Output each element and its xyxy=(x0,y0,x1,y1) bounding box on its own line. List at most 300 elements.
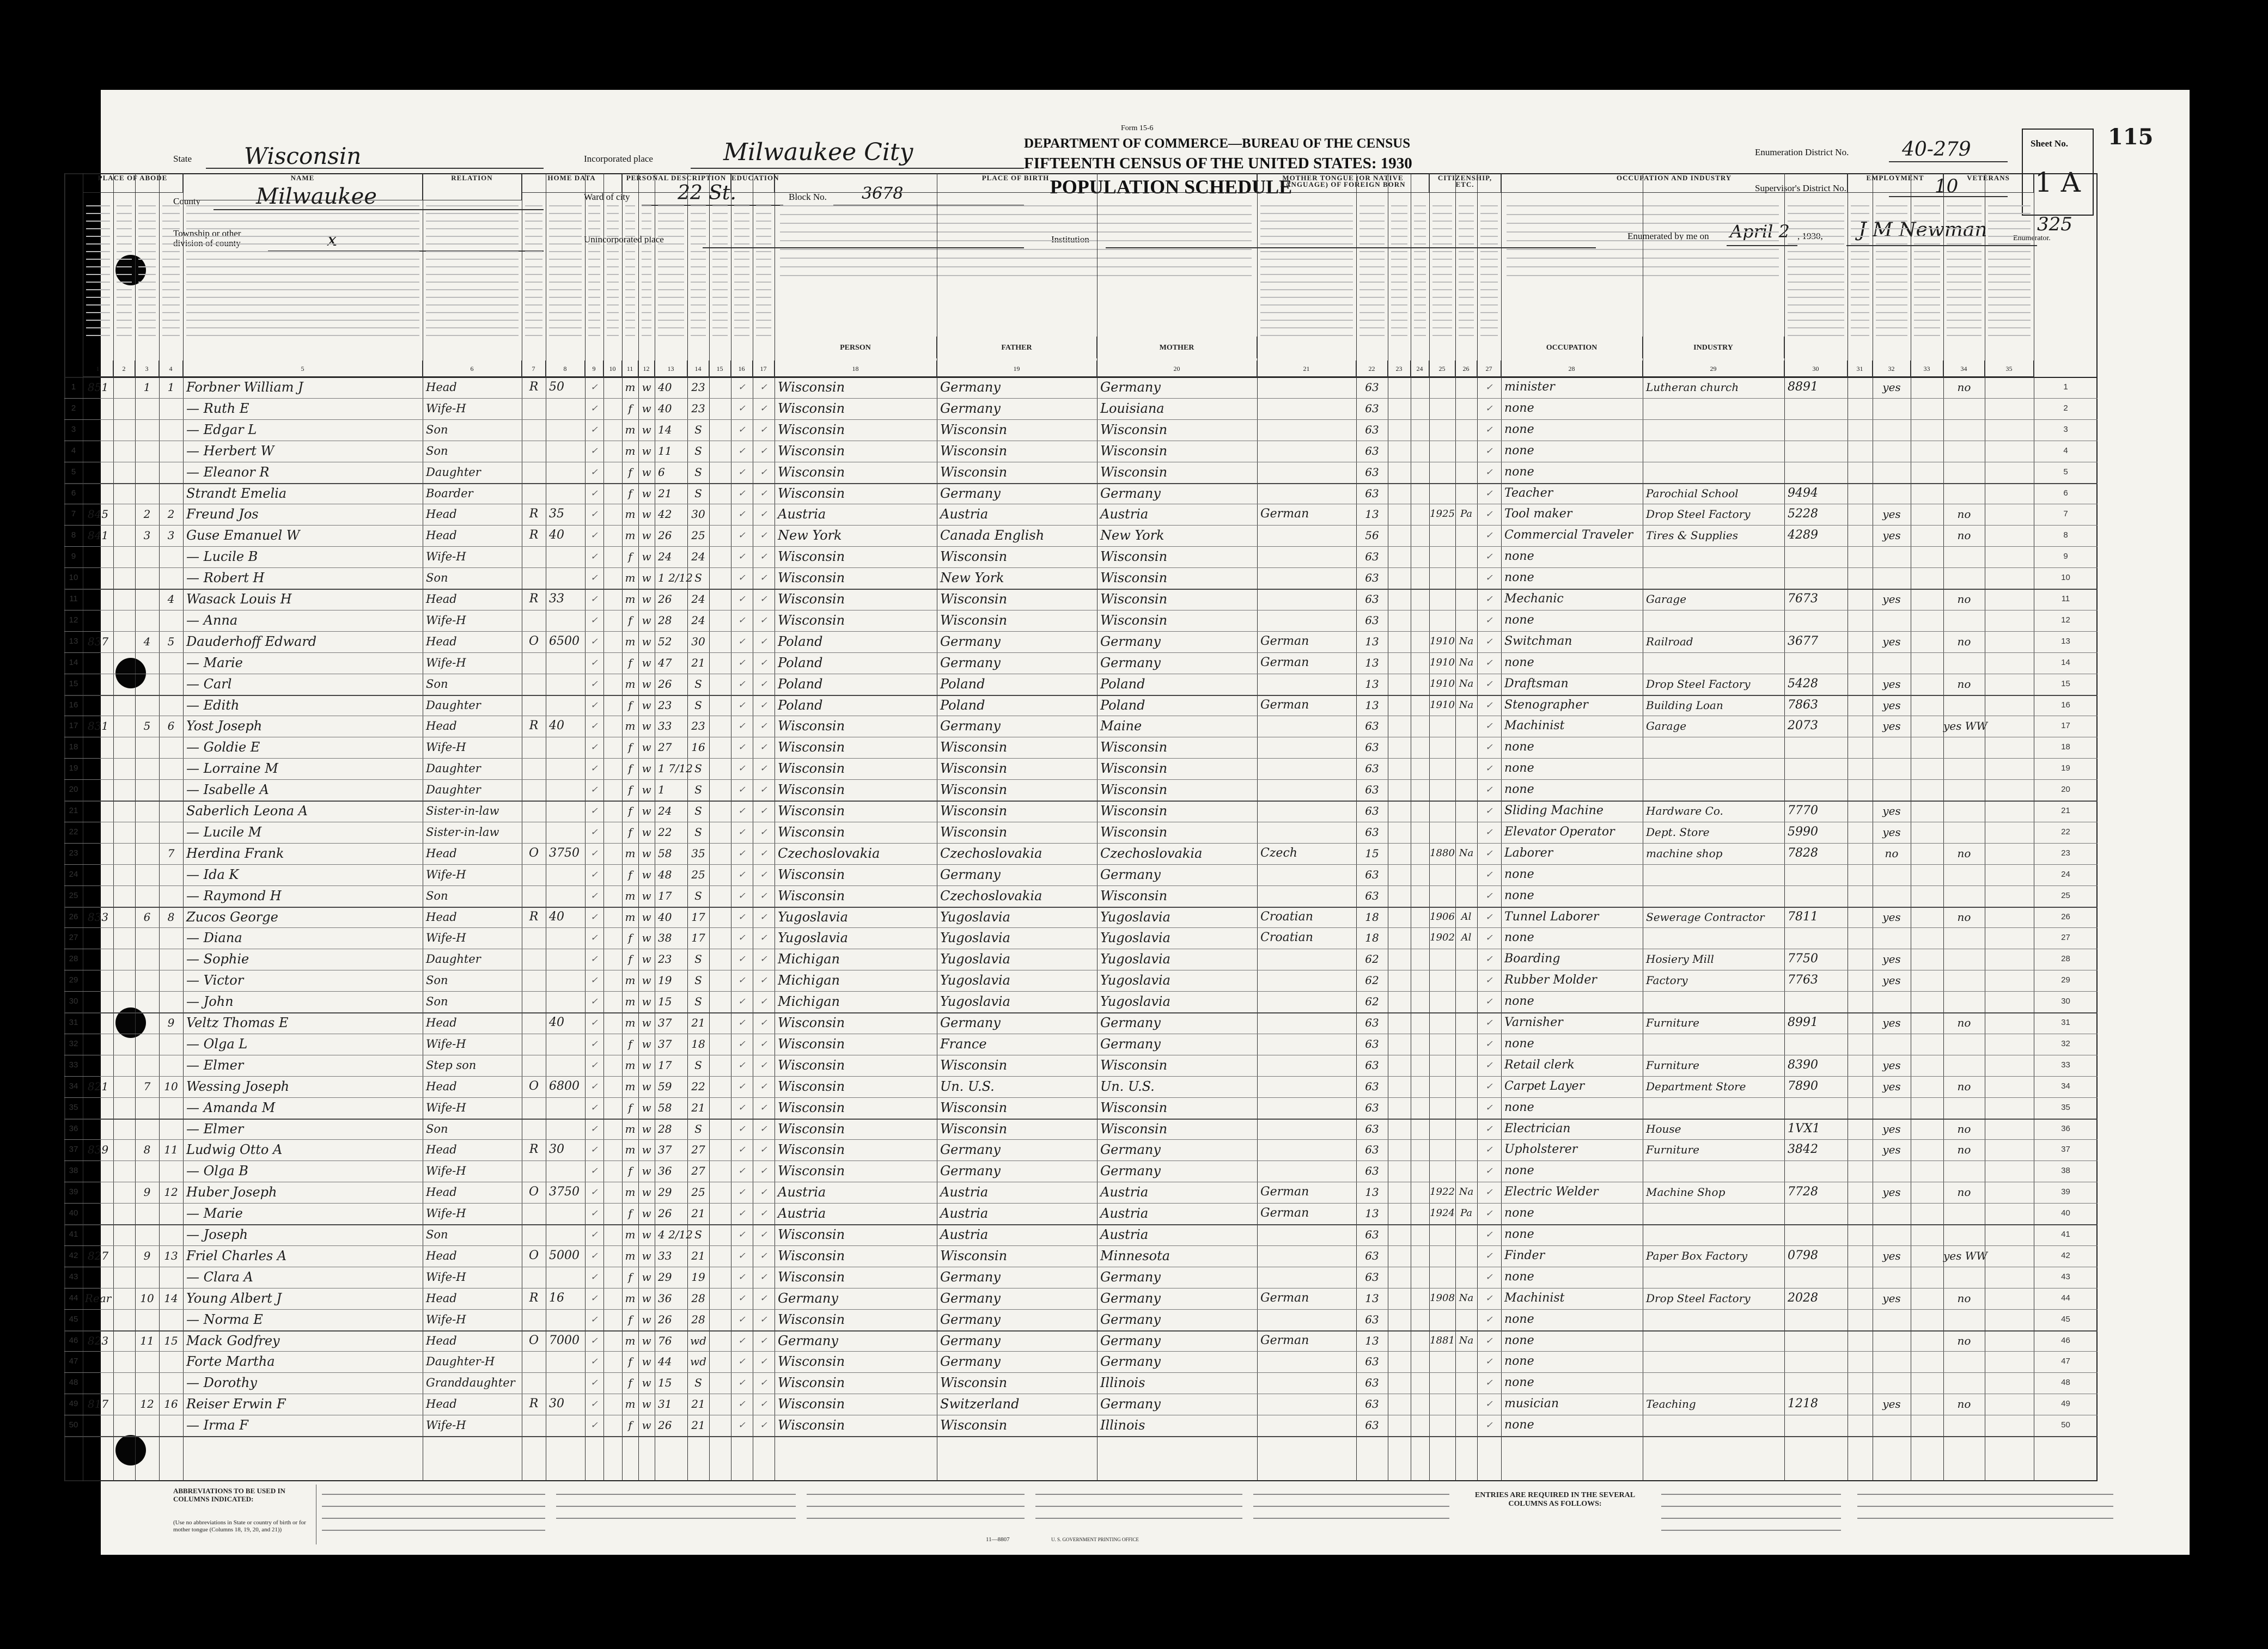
table-row xyxy=(64,970,2098,991)
cell-fpob: Wisconsin xyxy=(940,803,1008,819)
cell-fpob: Yugoslavia xyxy=(940,930,1010,946)
cell-occ: none xyxy=(1504,1227,1534,1241)
cell-ln: 29 xyxy=(2061,975,2070,985)
cell-lang: Czech xyxy=(1260,846,1297,860)
township-value: x xyxy=(327,229,338,251)
unincorporated-label: Unincorporated place xyxy=(584,234,664,245)
cell-col: w xyxy=(642,1037,651,1051)
cell-mar: S xyxy=(694,1058,702,1072)
table-row xyxy=(64,631,2098,652)
cell-yr: 1908 xyxy=(1430,1292,1455,1304)
cell-sex: m xyxy=(625,381,636,394)
cell-mpob: Austria xyxy=(1100,506,1149,522)
tick-mark: ✓ xyxy=(1485,805,1493,816)
cell-mpob: Wisconsin xyxy=(1100,1121,1168,1137)
cell-rel: Wife-H xyxy=(426,1037,466,1051)
cell-sex: m xyxy=(625,1143,636,1157)
cell-mpob: Wisconsin xyxy=(1100,612,1168,628)
cell-ln: 11 xyxy=(69,594,78,603)
cell-ic: 1VX1 xyxy=(1788,1121,1820,1135)
table-row xyxy=(64,1012,2098,1034)
cell-fam: 4 xyxy=(167,593,175,606)
cell-pob: Wisconsin xyxy=(778,1163,845,1179)
cell-ic: 8390 xyxy=(1788,1058,1818,1072)
cell-rel: Wife-H xyxy=(426,1270,466,1284)
cell-occ: none xyxy=(1504,549,1534,564)
cell-col: w xyxy=(642,889,651,902)
cell-sex: m xyxy=(625,508,636,521)
cell-lang: German xyxy=(1260,1185,1309,1199)
table-row xyxy=(64,504,2098,525)
cell-vet: no xyxy=(1957,1079,1971,1093)
cell-nat: Na xyxy=(1459,656,1474,668)
cell-fpob: Wisconsin xyxy=(940,443,1008,459)
cell-st: 837 xyxy=(87,634,109,648)
table-row xyxy=(64,1372,2098,1394)
tick-mark: ✓ xyxy=(590,1038,598,1049)
cell-fam: 16 xyxy=(164,1397,178,1411)
cell-ind: House xyxy=(1646,1122,1681,1135)
cell-ic: 3677 xyxy=(1788,634,1818,648)
tick-mark: ✓ xyxy=(590,1292,598,1303)
cell-rel: Head xyxy=(426,1143,457,1157)
cell-mpob: Germany xyxy=(1100,1036,1161,1052)
tick-mark: ✓ xyxy=(1485,975,1493,986)
tick-mark: ✓ xyxy=(760,445,767,456)
cell-mpob: Wisconsin xyxy=(1100,740,1168,755)
tick-mark: ✓ xyxy=(760,911,767,922)
cell-code: 63 xyxy=(1365,1079,1379,1093)
cell-mar: S xyxy=(694,1122,702,1135)
cell-col: w xyxy=(642,677,651,691)
tick-mark: ✓ xyxy=(590,1080,598,1091)
cell-name: — Victor xyxy=(186,973,244,988)
tick-mark: ✓ xyxy=(760,1335,767,1346)
tick-mark: ✓ xyxy=(760,402,767,413)
cell-code: 63 xyxy=(1365,613,1379,627)
cell-pob: Wisconsin xyxy=(778,612,845,628)
cell-age: 40 xyxy=(658,401,672,415)
tick-mark: ✓ xyxy=(1485,1059,1493,1070)
column-number: 2 xyxy=(113,361,135,377)
table-row xyxy=(64,1394,2098,1415)
tick-mark: ✓ xyxy=(738,954,746,964)
cell-mar: 21 xyxy=(691,656,705,669)
cell-pob: Wisconsin xyxy=(778,1036,845,1052)
cell-col: w xyxy=(642,1419,651,1432)
tick-mark: ✓ xyxy=(760,784,767,795)
tick-mark: ✓ xyxy=(738,1398,746,1409)
cell-name: Reiser Erwin F xyxy=(186,1396,286,1412)
cell-code: 63 xyxy=(1365,804,1379,817)
cell-code: 18 xyxy=(1365,910,1379,924)
cell-rel: Head xyxy=(426,593,457,606)
table-row xyxy=(64,1415,2098,1436)
cell-occ: none xyxy=(1504,1269,1534,1284)
cell-rel: Son xyxy=(426,677,448,691)
footer-abbrev-area xyxy=(316,1485,1460,1544)
cell-mar: 17 xyxy=(691,931,705,945)
cell-ind: Drop Steel Factory xyxy=(1646,508,1751,521)
cell-rel: Head xyxy=(426,529,457,542)
cell-ten: R xyxy=(529,1291,539,1305)
cell-name: — Goldie E xyxy=(186,740,260,755)
cell-vet: no xyxy=(1957,1143,1971,1157)
cell-vet: no xyxy=(1957,1016,1971,1029)
cell-mpob: Germany xyxy=(1100,1396,1161,1412)
tick-mark: ✓ xyxy=(738,1271,746,1282)
cell-nat: Na xyxy=(1459,1292,1474,1304)
cell-ln: 23 xyxy=(2061,848,2070,858)
cell-age: 26 xyxy=(658,1419,672,1432)
table-row xyxy=(64,801,2098,822)
cell-ln: 45 xyxy=(69,1314,78,1324)
tick-mark: ✓ xyxy=(1485,1250,1493,1261)
tick-mark: ✓ xyxy=(1485,1038,1493,1049)
cell-name: — Joseph xyxy=(186,1227,248,1242)
tick-mark: ✓ xyxy=(738,466,746,477)
cell-dw: 9 xyxy=(143,1186,151,1199)
column-number: 9 xyxy=(585,361,603,377)
cell-vet: no xyxy=(1957,1334,1971,1347)
cell-fpob: Austria xyxy=(940,1184,989,1200)
cell-vet: no xyxy=(1957,1186,1971,1199)
cell-ic: 8891 xyxy=(1788,380,1818,394)
cell-ln: 32 xyxy=(69,1039,78,1048)
cell-occ: none xyxy=(1504,761,1534,775)
footer-entries-area xyxy=(1656,1485,2124,1544)
tick-mark: ✓ xyxy=(590,869,598,880)
cell-mar: 21 xyxy=(691,1419,705,1432)
cell-ln: 1 xyxy=(2063,382,2068,392)
enumerator-label: Enumerator. xyxy=(2013,234,2051,242)
cell-mar: S xyxy=(694,804,702,817)
tick-mark: ✓ xyxy=(590,954,598,964)
table-row xyxy=(64,1097,2098,1119)
tick-mark: ✓ xyxy=(760,1356,767,1367)
cell-col: w xyxy=(642,1270,651,1284)
tick-mark: ✓ xyxy=(760,1229,767,1239)
cell-ten: O xyxy=(528,634,539,648)
cell-ten: O xyxy=(528,1248,539,1262)
cell-pob: Wisconsin xyxy=(778,549,845,565)
cell-rel: Head xyxy=(426,1397,457,1411)
cell-fpob: Germany xyxy=(940,485,1001,501)
cell-occ: none xyxy=(1504,1164,1534,1178)
cell-mpob: Austria xyxy=(1100,1206,1149,1222)
cell-name: — Olga L xyxy=(186,1036,248,1052)
cell-occ: none xyxy=(1504,867,1534,881)
cell-ln: 11 xyxy=(2061,594,2070,603)
table-row xyxy=(64,674,2098,695)
cell-wk: yes xyxy=(1882,593,1901,606)
cell-pob: Wisconsin xyxy=(778,1100,845,1115)
cell-col: w xyxy=(642,486,651,500)
cell-name: Ludwig Otto A xyxy=(186,1142,283,1158)
cell-fpob: Wisconsin xyxy=(940,1057,1008,1073)
tick-mark: ✓ xyxy=(590,530,598,541)
cell-code: 13 xyxy=(1365,508,1379,521)
table-row xyxy=(64,843,2098,864)
cell-occ: Finder xyxy=(1504,1248,1545,1262)
tick-mark: ✓ xyxy=(1485,614,1493,625)
cell-mpob: Germany xyxy=(1100,1290,1161,1306)
cell-ln: 37 xyxy=(69,1145,78,1155)
cell-ln: 31 xyxy=(2061,1018,2070,1027)
cell-fpob: Germany xyxy=(940,633,1001,649)
cell-sex: f xyxy=(628,825,632,839)
cell-mpob: Yugoslavia xyxy=(1100,994,1170,1010)
column-number: 29 xyxy=(1643,361,1784,377)
tick-mark: ✓ xyxy=(590,1102,598,1113)
cell-pob: Wisconsin xyxy=(778,485,845,501)
tick-mark: ✓ xyxy=(738,636,746,646)
cell-age: 6 xyxy=(658,465,665,479)
cell-lang: German xyxy=(1260,507,1309,521)
cell-nat: Na xyxy=(1459,1334,1474,1346)
cell-mar: 24 xyxy=(691,593,705,606)
cell-ln: 14 xyxy=(2061,657,2070,667)
cell-vet: no xyxy=(1957,677,1971,691)
cell-lang: German xyxy=(1260,1333,1309,1347)
tick-mark: ✓ xyxy=(1485,826,1493,837)
cell-name: — Edith xyxy=(186,697,240,713)
cell-ln: 22 xyxy=(2061,827,2070,836)
cell-col: w xyxy=(642,995,651,1009)
cell-col: w xyxy=(642,741,651,754)
cell-col: w xyxy=(642,1143,651,1157)
cell-ic: 5428 xyxy=(1788,676,1818,691)
cell-name: — Elmer xyxy=(186,1057,244,1073)
cell-mar: S xyxy=(694,571,702,585)
cell-age: 44 xyxy=(658,1355,672,1369)
cell-mpob: Wisconsin xyxy=(1100,422,1168,437)
cell-pob: Poland xyxy=(778,633,823,649)
cell-ln: 15 xyxy=(2061,679,2070,688)
cell-pob: Wisconsin xyxy=(778,1057,845,1073)
cell-mar: 23 xyxy=(691,381,705,394)
cell-lang: Croatian xyxy=(1260,909,1313,924)
cell-name: — Sophie xyxy=(186,951,249,967)
tick-mark: ✓ xyxy=(760,1250,767,1261)
cell-pob: Wisconsin xyxy=(778,591,845,607)
cell-mpob: Yugoslavia xyxy=(1100,973,1170,988)
column-number: 23 xyxy=(1388,361,1411,377)
cell-wk: yes xyxy=(1882,1397,1901,1411)
cell-mpob: Un. U.S. xyxy=(1100,1078,1155,1094)
tick-mark: ✓ xyxy=(738,805,746,816)
cell-rel: Step son xyxy=(426,1058,477,1072)
cell-occ: Retail clerk xyxy=(1504,1058,1575,1072)
cell-name: — Marie xyxy=(186,655,243,670)
cell-ln: 30 xyxy=(69,997,78,1006)
cell-ind: Teaching xyxy=(1646,1397,1696,1411)
cell-occ: none xyxy=(1504,740,1534,754)
tick-mark: ✓ xyxy=(738,424,746,435)
tick-mark: ✓ xyxy=(738,551,746,562)
cell-rel: Daughter xyxy=(426,783,481,797)
cell-fpob: Yugoslavia xyxy=(940,951,1010,967)
cell-mar: wd xyxy=(690,1355,706,1369)
cell-col: w xyxy=(642,910,651,924)
cell-fam: 2 xyxy=(167,508,175,521)
cell-mar: 27 xyxy=(691,1143,705,1157)
tick-mark: ✓ xyxy=(590,763,598,774)
cell-age: 22 xyxy=(658,825,672,839)
cell-code: 63 xyxy=(1365,465,1379,479)
print-number: 11—8807 xyxy=(986,1536,1010,1543)
tick-mark: ✓ xyxy=(1485,1335,1493,1346)
cell-age: 28 xyxy=(658,613,672,627)
column-number: 21 xyxy=(1257,361,1356,377)
cell-mar: 35 xyxy=(691,846,705,860)
cell-ln: 10 xyxy=(2061,573,2070,583)
cell-col: w xyxy=(642,783,651,797)
cell-ind: Drop Steel Factory xyxy=(1646,677,1751,691)
cell-ln: 24 xyxy=(69,869,78,879)
tick-mark: ✓ xyxy=(760,678,767,689)
cell-mpob: Germany xyxy=(1100,485,1161,501)
table-row xyxy=(64,1119,2098,1140)
cell-wk: yes xyxy=(1882,910,1901,924)
form-number: Form 15-6 xyxy=(1121,124,1154,132)
tick-mark: ✓ xyxy=(760,975,767,986)
cell-mar: 23 xyxy=(691,401,705,415)
cell-code: 63 xyxy=(1365,1122,1379,1135)
tick-mark: ✓ xyxy=(1485,720,1493,731)
cell-col: w xyxy=(642,593,651,606)
cell-mar: 17 xyxy=(691,910,705,924)
cell-ln: 4 xyxy=(71,445,76,455)
cell-mpob: Wisconsin xyxy=(1100,803,1168,819)
cell-mar: 21 xyxy=(691,1016,705,1029)
cell-ic: 7673 xyxy=(1788,592,1818,606)
cell-occ: none xyxy=(1504,1354,1534,1369)
tick-mark: ✓ xyxy=(1485,699,1493,710)
tick-mark: ✓ xyxy=(738,614,746,625)
cell-name: — Lorraine M xyxy=(186,761,278,777)
cell-age: 24 xyxy=(658,550,672,564)
cell-code: 63 xyxy=(1365,1143,1379,1157)
tick-mark: ✓ xyxy=(738,1335,746,1346)
cell-ic: 1218 xyxy=(1788,1397,1818,1411)
cell-ln: 45 xyxy=(2061,1314,2070,1324)
cell-sex: f xyxy=(628,1376,632,1390)
cell-ten: R xyxy=(529,1143,539,1157)
tick-mark: ✓ xyxy=(738,975,746,986)
header-industry: INDUSTRY xyxy=(1643,337,1784,358)
sheet-label: Sheet No. xyxy=(2031,138,2068,149)
cell-code: 63 xyxy=(1365,444,1379,457)
cell-wk: yes xyxy=(1882,529,1901,542)
cell-val: 30 xyxy=(549,1143,564,1157)
cell-ln: 8 xyxy=(2063,530,2068,540)
column-number: 4 xyxy=(159,361,183,377)
cell-code: 63 xyxy=(1365,1228,1379,1241)
cell-name: Friel Charles A xyxy=(186,1248,287,1263)
tick-mark: ✓ xyxy=(760,1398,767,1409)
cell-fpob: Wisconsin xyxy=(940,422,1008,437)
cell-fpob: Germany xyxy=(940,655,1001,670)
tick-mark: ✓ xyxy=(738,382,746,392)
institution-label: Institution xyxy=(1051,234,1089,245)
cell-ten: R xyxy=(529,592,539,606)
cell-ln: 34 xyxy=(2061,1081,2070,1091)
tick-mark: ✓ xyxy=(1485,1398,1493,1409)
cell-ind: Machine Shop xyxy=(1646,1186,1726,1199)
table-row xyxy=(64,695,2098,716)
cell-code: 63 xyxy=(1365,719,1379,733)
table-row xyxy=(64,907,2098,928)
tick-mark: ✓ xyxy=(590,445,598,456)
cell-sex: m xyxy=(625,529,636,542)
cell-wk: yes xyxy=(1882,974,1901,987)
cell-vet: no xyxy=(1957,910,1971,924)
cell-code: 18 xyxy=(1365,931,1379,945)
cell-rel: Son xyxy=(426,1228,448,1241)
state-value: Wisconsin xyxy=(244,143,362,169)
cell-ln: 41 xyxy=(69,1230,78,1239)
tick-mark: ✓ xyxy=(590,678,598,689)
cell-sex: m xyxy=(625,423,636,436)
cell-ln: 41 xyxy=(2061,1230,2070,1239)
cell-rel: Head xyxy=(426,1186,457,1199)
table-row xyxy=(64,419,2098,441)
cell-pob: Poland xyxy=(778,676,823,692)
cell-age: 52 xyxy=(658,634,672,648)
cell-occ: Mechanic xyxy=(1504,592,1564,606)
column-number: 7 xyxy=(522,361,546,377)
cell-mar: 21 xyxy=(691,1207,705,1220)
column-number: 24 xyxy=(1411,361,1429,377)
cell-dw: 11 xyxy=(140,1334,154,1347)
tick-mark: ✓ xyxy=(738,678,746,689)
tick-mark: ✓ xyxy=(1485,1229,1493,1239)
cell-age: 1 xyxy=(658,783,665,797)
cell-col: w xyxy=(642,1228,651,1241)
cell-wk: yes xyxy=(1882,1079,1901,1093)
cell-rel: Son xyxy=(426,995,448,1009)
cell-st: Rear xyxy=(84,1291,112,1305)
table-row xyxy=(64,779,2098,801)
cell-ic: 5990 xyxy=(1788,824,1818,839)
cell-mpob: Yugoslavia xyxy=(1100,930,1170,946)
cell-mpob: Austria xyxy=(1100,1227,1149,1242)
tick-mark: ✓ xyxy=(738,742,746,753)
cell-age: 26 xyxy=(658,1207,672,1220)
cell-code: 63 xyxy=(1365,1419,1379,1432)
cell-sex: m xyxy=(625,634,636,648)
cell-wk: yes xyxy=(1882,634,1901,648)
cell-pob: Wisconsin xyxy=(778,866,845,882)
cell-val: 40 xyxy=(549,719,564,733)
cell-col: w xyxy=(642,656,651,669)
tick-mark: ✓ xyxy=(590,594,598,604)
cell-vet: no xyxy=(1957,1291,1971,1305)
tick-mark: ✓ xyxy=(738,826,746,837)
cell-sex: f xyxy=(628,1164,632,1178)
cell-name: — Edgar L xyxy=(186,422,257,437)
census-table xyxy=(64,173,2098,1481)
cell-age: 36 xyxy=(658,1291,672,1305)
table-row xyxy=(64,1224,2098,1245)
tick-mark: ✓ xyxy=(1485,636,1493,646)
tick-mark: ✓ xyxy=(1485,1144,1493,1155)
tick-mark: ✓ xyxy=(738,402,746,413)
cell-ln: 21 xyxy=(2061,806,2070,815)
tick-mark: ✓ xyxy=(590,1017,598,1028)
table-row xyxy=(64,991,2098,1012)
